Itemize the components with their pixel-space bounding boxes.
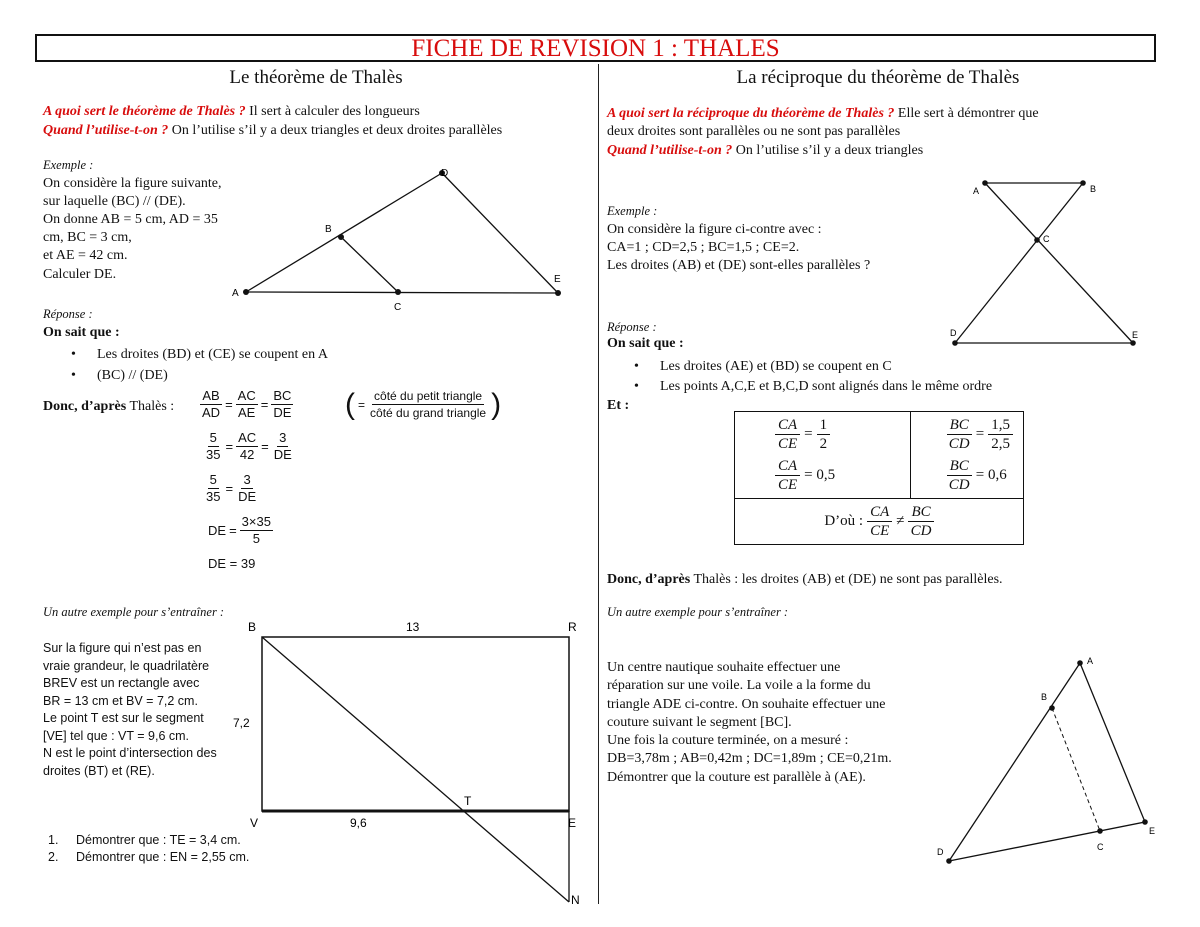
thales-figure	[225, 165, 575, 315]
left-bullet: • (BC) // (DE)	[97, 366, 168, 385]
left-example-line: cm, BC = 3 cm,	[43, 230, 132, 245]
label-a: A	[973, 186, 980, 196]
right-heading: La réciproque du théorème de Thalès	[736, 67, 1020, 88]
left-tasks: 1. Démontrer que : TE = 3,4 cm. 2. Démontrer que : EN = 2,55 cm.	[48, 833, 250, 864]
label-c: C	[1097, 842, 1104, 852]
left-bullet: • Les droites (BD) et (CE) se coupent en A	[97, 345, 328, 364]
left-example-label: Exemple :	[43, 158, 94, 172]
page-title: FICHE DE REVISION 1 : THALES	[411, 35, 780, 62]
left-q2: Quand l’utilise-t-on ?	[43, 123, 169, 138]
label-7-2: 7,2	[233, 716, 250, 730]
label-9-6: 9,6	[350, 816, 367, 830]
label-c: C	[394, 302, 402, 313]
left-response-label: Réponse :	[43, 307, 93, 321]
label-13: 13	[406, 620, 420, 634]
rectangle-figure	[230, 615, 590, 910]
left-example-line: Calculer DE.	[43, 267, 117, 282]
label-e: E	[554, 274, 561, 285]
equation-2: $\frac{5}{35}$ = $\frac{AC}{42}$ = $\frac{3}{DE}$	[206, 430, 292, 462]
reciprocal-figure	[940, 168, 1150, 358]
label-b: B	[1090, 184, 1097, 194]
ratio-table	[734, 411, 1024, 545]
equation-4: DE = $\frac{3\times 35}{5}$	[208, 514, 271, 546]
right-bullet: • Les points A,C,E et B,C,D sont alignés dans le même ordre	[660, 377, 992, 396]
right-donc: Donc, d’après Thalès : les droites (AB) et (DE) ne sont pas parallèles.	[607, 572, 1003, 587]
label-c: C	[1043, 234, 1050, 244]
left-on-sait: On sait que :	[43, 325, 120, 340]
left-example-line: et AE = 42 cm.	[43, 248, 128, 263]
ratio-note: ( = $\frac{\text{côté du petit triangle}}{\text{côté du grand triangle}}$ )	[345, 387, 502, 421]
label-a: A	[232, 288, 239, 299]
right-answer-1b: deux droites sont parallèles ou ne sont pas parallèles	[607, 124, 901, 139]
left-other-text: Sur la figure qui n’est pas en vraie grandeur, le quadrilatère BREV est un rectangle avec BR = 13 cm et BV = 7,2 cm. Le point T est sur le segment [VE] tel que : VT = 9,6 cm. N est le point d’intersection des droites (BT) et (RE).	[43, 641, 217, 778]
left-heading: Le théorème de Thalès	[229, 67, 403, 88]
left-question-1	[43, 102, 420, 121]
ratio-conclusion-cell: D’où : CA CE ≠ BC CD	[735, 499, 1024, 545]
equation-3: $\frac{5}{35}$ = $\frac{3}{DE}$	[206, 472, 257, 504]
column-divider	[598, 64, 599, 904]
left-q1: A quoi sert le théorème de Thalès ?	[43, 104, 246, 119]
right-other-label: Un autre exemple pour s’entraîner :	[607, 605, 789, 619]
left-example-line: On donne AB = 5 cm, AD = 35	[43, 212, 218, 227]
left-example-line: sur laquelle (BC) // (DE).	[43, 194, 186, 209]
right-question-1: A quoi sert la réciproque du théorème de Thalès ? Elle sert à démontrer que	[607, 106, 1039, 121]
label-e: E	[568, 816, 577, 830]
sail-figure	[935, 650, 1160, 875]
label-d: D	[950, 328, 957, 338]
label-d: D	[441, 168, 449, 179]
right-et: Et :	[607, 398, 630, 413]
label-v: V	[250, 816, 259, 830]
title-box	[35, 34, 1156, 62]
right-on-sait: On sait que :	[607, 336, 684, 351]
right-question-2: Quand l’utilise-t-on ? On l’utilise s’il y a deux triangles	[607, 143, 924, 158]
label-e: E	[1132, 330, 1139, 340]
label-b: B	[248, 620, 257, 634]
right-other-text: Un centre nautique souhaite effectuer une réparation sur une voile. La voile a la forme du triangle ADE ci-contre. On souhaite effectuer une couture suivant le segment [BC]. Une fois la couture terminée, on a mesuré : DB=3,78m ; AB=0,42m ; DC=1,89m ; CE=0,21m. Démontrer que la couture est parallèle à (AE).	[607, 660, 892, 785]
label-d: D	[937, 847, 944, 857]
left-a2: On l’utilise s’il y a deux triangles et deux droites parallèles	[168, 123, 503, 138]
ratio-cell-ca-ce: $\frac{CA}{CE}$ = $\frac{1}{2}$ $\frac{CA}{CE}$ = 0,5	[735, 412, 911, 499]
left-a1: Il sert à calculer des longueurs	[245, 104, 420, 119]
label-r: R	[568, 620, 577, 634]
label-b: B	[1041, 692, 1048, 702]
label-e: E	[1149, 826, 1156, 836]
equation-5: DE = 39	[208, 556, 256, 571]
label-t: T	[464, 794, 472, 808]
label-a: A	[1087, 656, 1094, 666]
right-example-line: Les droites (AB) et (DE) sont-elles parallèles ?	[607, 258, 871, 273]
left-example-line: On considère la figure suivante,	[43, 176, 222, 191]
ratio-cell-bc-cd: $\frac{BC}{CD}$ = $\frac{1,5}{2,5}$ $\frac{BC}{CD}$ = 0,6	[910, 412, 1023, 499]
left-other-label: Un autre exemple pour s’entraîner :	[43, 605, 225, 619]
label-b: B	[325, 224, 332, 235]
equation-1: $\frac{AB}{AD}$ = $\frac{AC}{AE}$ = $\frac{BC}{DE}$	[202, 388, 292, 420]
right-example-line: CA=1 ; CD=2,5 ; BC=1,5 ; CE=2.	[607, 240, 800, 255]
right-example-label: Exemple :	[607, 204, 658, 218]
right-bullet: • Les droites (AE) et (BD) se coupent en C	[660, 357, 892, 376]
left-question-2	[43, 121, 502, 140]
label-n: N	[571, 893, 580, 907]
right-example-line: On considère la figure ci-contre avec :	[607, 222, 822, 237]
left-donc: Donc, d’après Thalès :	[43, 399, 175, 414]
right-response-label: Réponse :	[607, 320, 657, 334]
